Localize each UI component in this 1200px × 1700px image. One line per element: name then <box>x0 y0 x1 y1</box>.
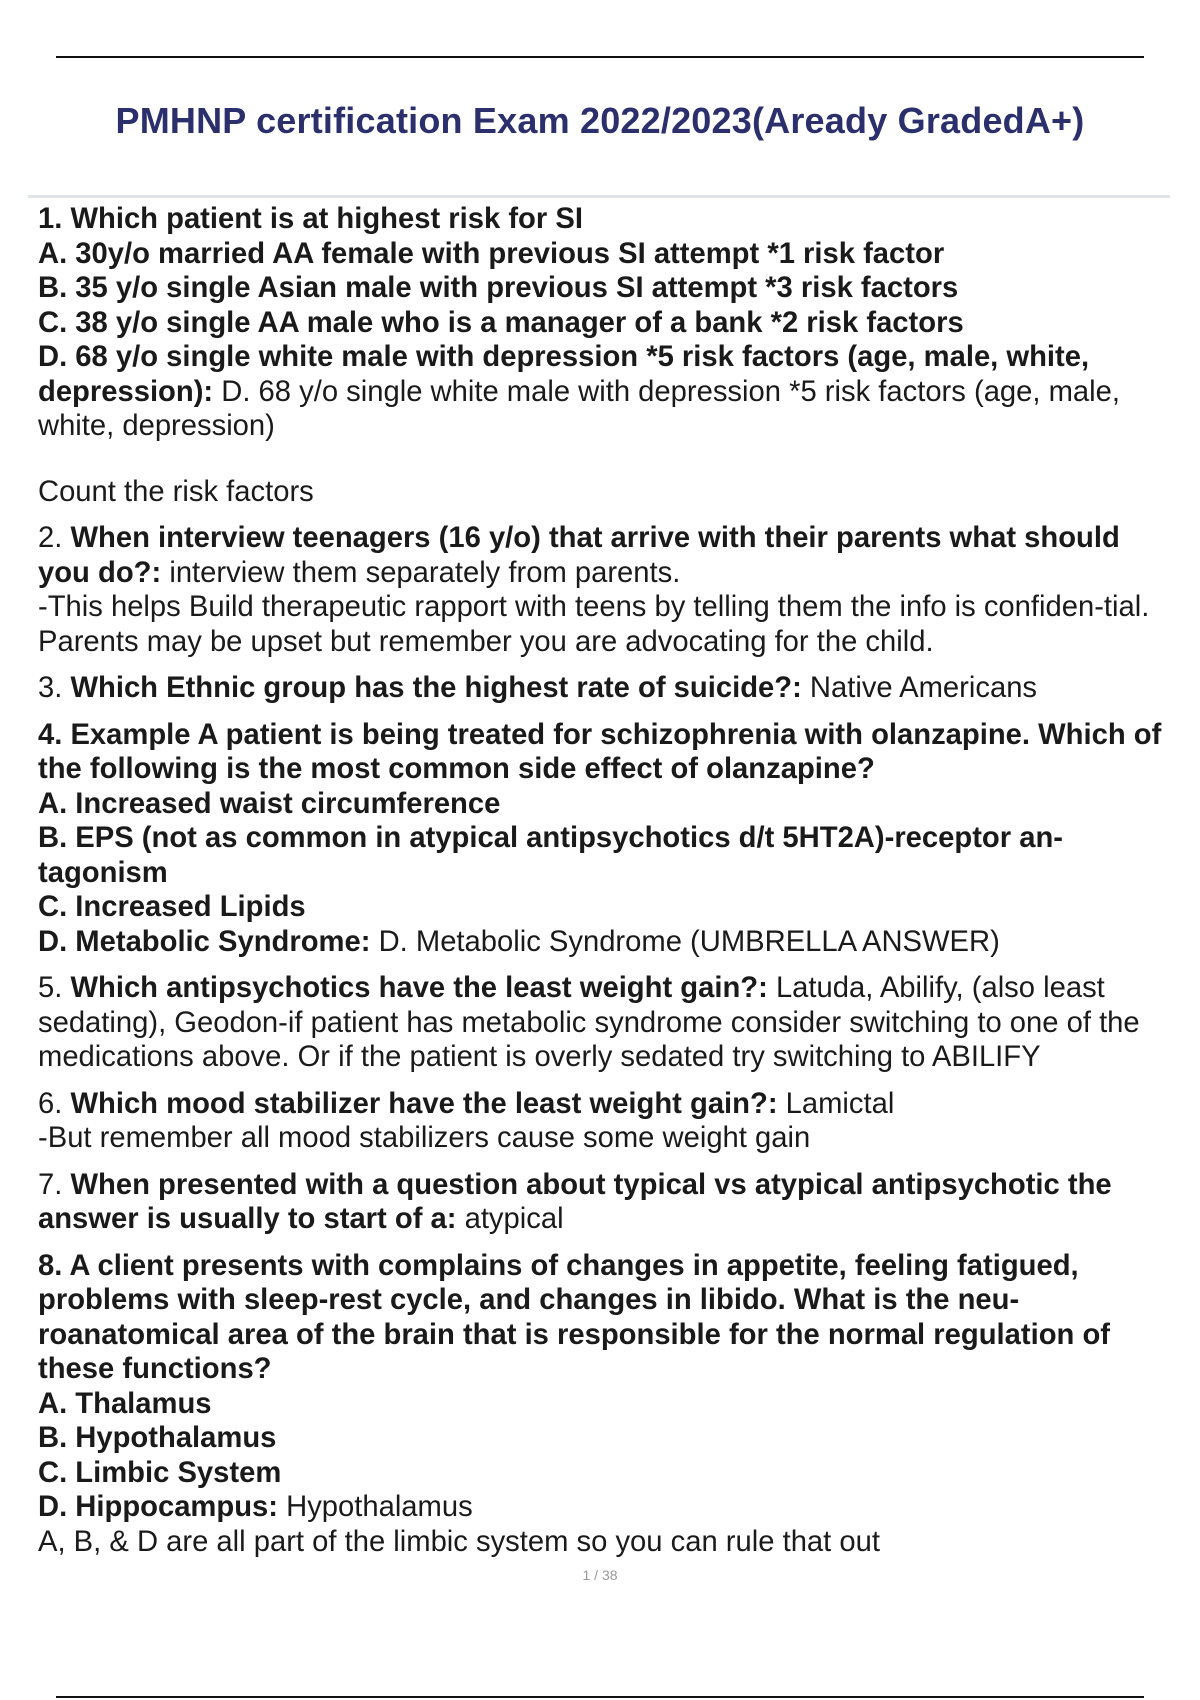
document-body <box>38 202 1168 1571</box>
question-2-row <box>38 521 1168 590</box>
question-4-option-d: D. Metabolic Syndrome: <box>38 925 371 958</box>
title-divider <box>28 195 1170 198</box>
question-3-answer: Native Americans <box>801 672 1038 704</box>
question-5-answer: Latuda, Abilify, (also least sedating), Geodon-if patient has metabolic syndrome consider switching to one of the medications above. Or if the patient is overly sedated try switching to ABILIFY <box>38 972 1140 1073</box>
question-3 <box>38 671 1168 706</box>
question-5-row <box>38 971 1168 1075</box>
question-4-option-b: B. EPS (not as common in atypical antipsychotics d/t 5HT2A)-receptor an-tagonism <box>38 822 1063 889</box>
bottom-rule <box>56 1696 1144 1698</box>
question-6-number: 6. <box>38 1087 71 1120</box>
question-1-option-c: C. 38 y/o single AA male who is a manager of a bank *2 risk factors <box>38 306 964 339</box>
question-4-option-a: A. Increased waist circumference <box>38 787 501 820</box>
question-4-answer: D. Metabolic Syndrome (UMBRELLA ANSWER) <box>370 925 1000 958</box>
question-4 <box>38 718 1168 960</box>
question-7-number: 7. <box>38 1168 71 1201</box>
question-4-option-c: C. Increased Lipids <box>38 891 306 923</box>
question-8-option-b: B. Hypothalamus <box>38 1422 277 1454</box>
question-6-note: -But remember all mood stabilizers cause some weight gain <box>38 1122 811 1154</box>
question-2-answer: interview them separately from parents. <box>161 556 681 589</box>
question-8-answer: Hypothalamus <box>278 1491 473 1523</box>
question-8-option-d-row <box>38 1490 1168 1525</box>
question-5-text: Which antipsychotics have the least weight gain?: <box>70 972 768 1004</box>
question-1 <box>38 202 1168 509</box>
question-7-row <box>38 1168 1168 1237</box>
page-title: PMHNP certification Exam 2022/2023(Aready GradedA+) <box>115 100 1085 141</box>
question-1-option-b: B. 35 y/o single Asian male with previous SI attempt *3 risk factors <box>38 272 959 304</box>
question-6-row <box>38 1087 1168 1122</box>
question-6-text: Which mood stabilizer have the least weight gain?: <box>70 1087 778 1120</box>
question-4-text: 4. Example A patient is being treated for schizophrenia with olanzapine. Which of the following is the most common side effect of olanzapine? <box>38 718 1162 785</box>
question-1-option-a: A. 30y/o married AA female with previous SI attempt *1 risk factor <box>38 237 945 270</box>
question-1-answer: D. 68 y/o single white male with depression *5 risk factors (age, male, white, depression) <box>38 375 1120 442</box>
question-5 <box>38 971 1168 1075</box>
question-2-text: When interview teenagers (16 y/o) that arrive with their parents what should you do?: <box>38 522 1120 589</box>
question-2 <box>38 521 1168 659</box>
page-number: 1 / 38 <box>582 1567 618 1583</box>
question-4-option-d-row <box>38 925 1168 960</box>
question-8-option-d: D. Hippocampus: <box>38 1491 278 1523</box>
question-8 <box>38 1249 1168 1560</box>
question-7 <box>38 1168 1168 1237</box>
question-3-text: Which Ethnic group has the highest rate of suicide?: <box>70 672 802 704</box>
question-3-number: 3. <box>38 672 71 704</box>
question-7-text: When presented with a question about typical vs atypical antipsychotic the answer is usually to start of a: <box>38 1168 1112 1235</box>
question-2-note: -This helps Build therapeutic rapport with teens by telling them the info is confiden-tial. Parents may be upset but remember you are advocating for the child. <box>38 591 1150 658</box>
question-7-answer: atypical <box>456 1203 564 1235</box>
question-2-number: 2. <box>38 522 71 554</box>
question-3-row <box>38 671 1168 706</box>
question-5-number: 5. <box>38 972 71 1004</box>
question-6-answer: Lamictal <box>777 1087 895 1120</box>
top-rule <box>56 56 1144 58</box>
question-6 <box>38 1087 1168 1156</box>
question-1-text: 1. Which patient is at highest risk for SI <box>38 203 583 235</box>
question-1-option-d-row <box>38 340 1168 444</box>
question-8-text: 8. A client presents with complains of changes in appetite, feeling fatigued, problems with sleep-rest cycle, and changes in libido. What is the neu-roanatomical area of the brain that is responsible for the normal regulation of these functions? <box>38 1249 1111 1385</box>
question-1-note: Count the risk factors <box>38 475 314 508</box>
question-8-option-a: A. Thalamus <box>38 1387 212 1420</box>
question-8-note: A, B, & D are all part of the limbic system so you can rule that out <box>38 1525 880 1558</box>
question-1-option-d: D. 68 y/o single white male with depression *5 risk factors (age, male, white, depression): <box>38 341 1090 408</box>
question-8-option-c: C. Limbic System <box>38 1456 282 1489</box>
spacer <box>38 444 1168 475</box>
